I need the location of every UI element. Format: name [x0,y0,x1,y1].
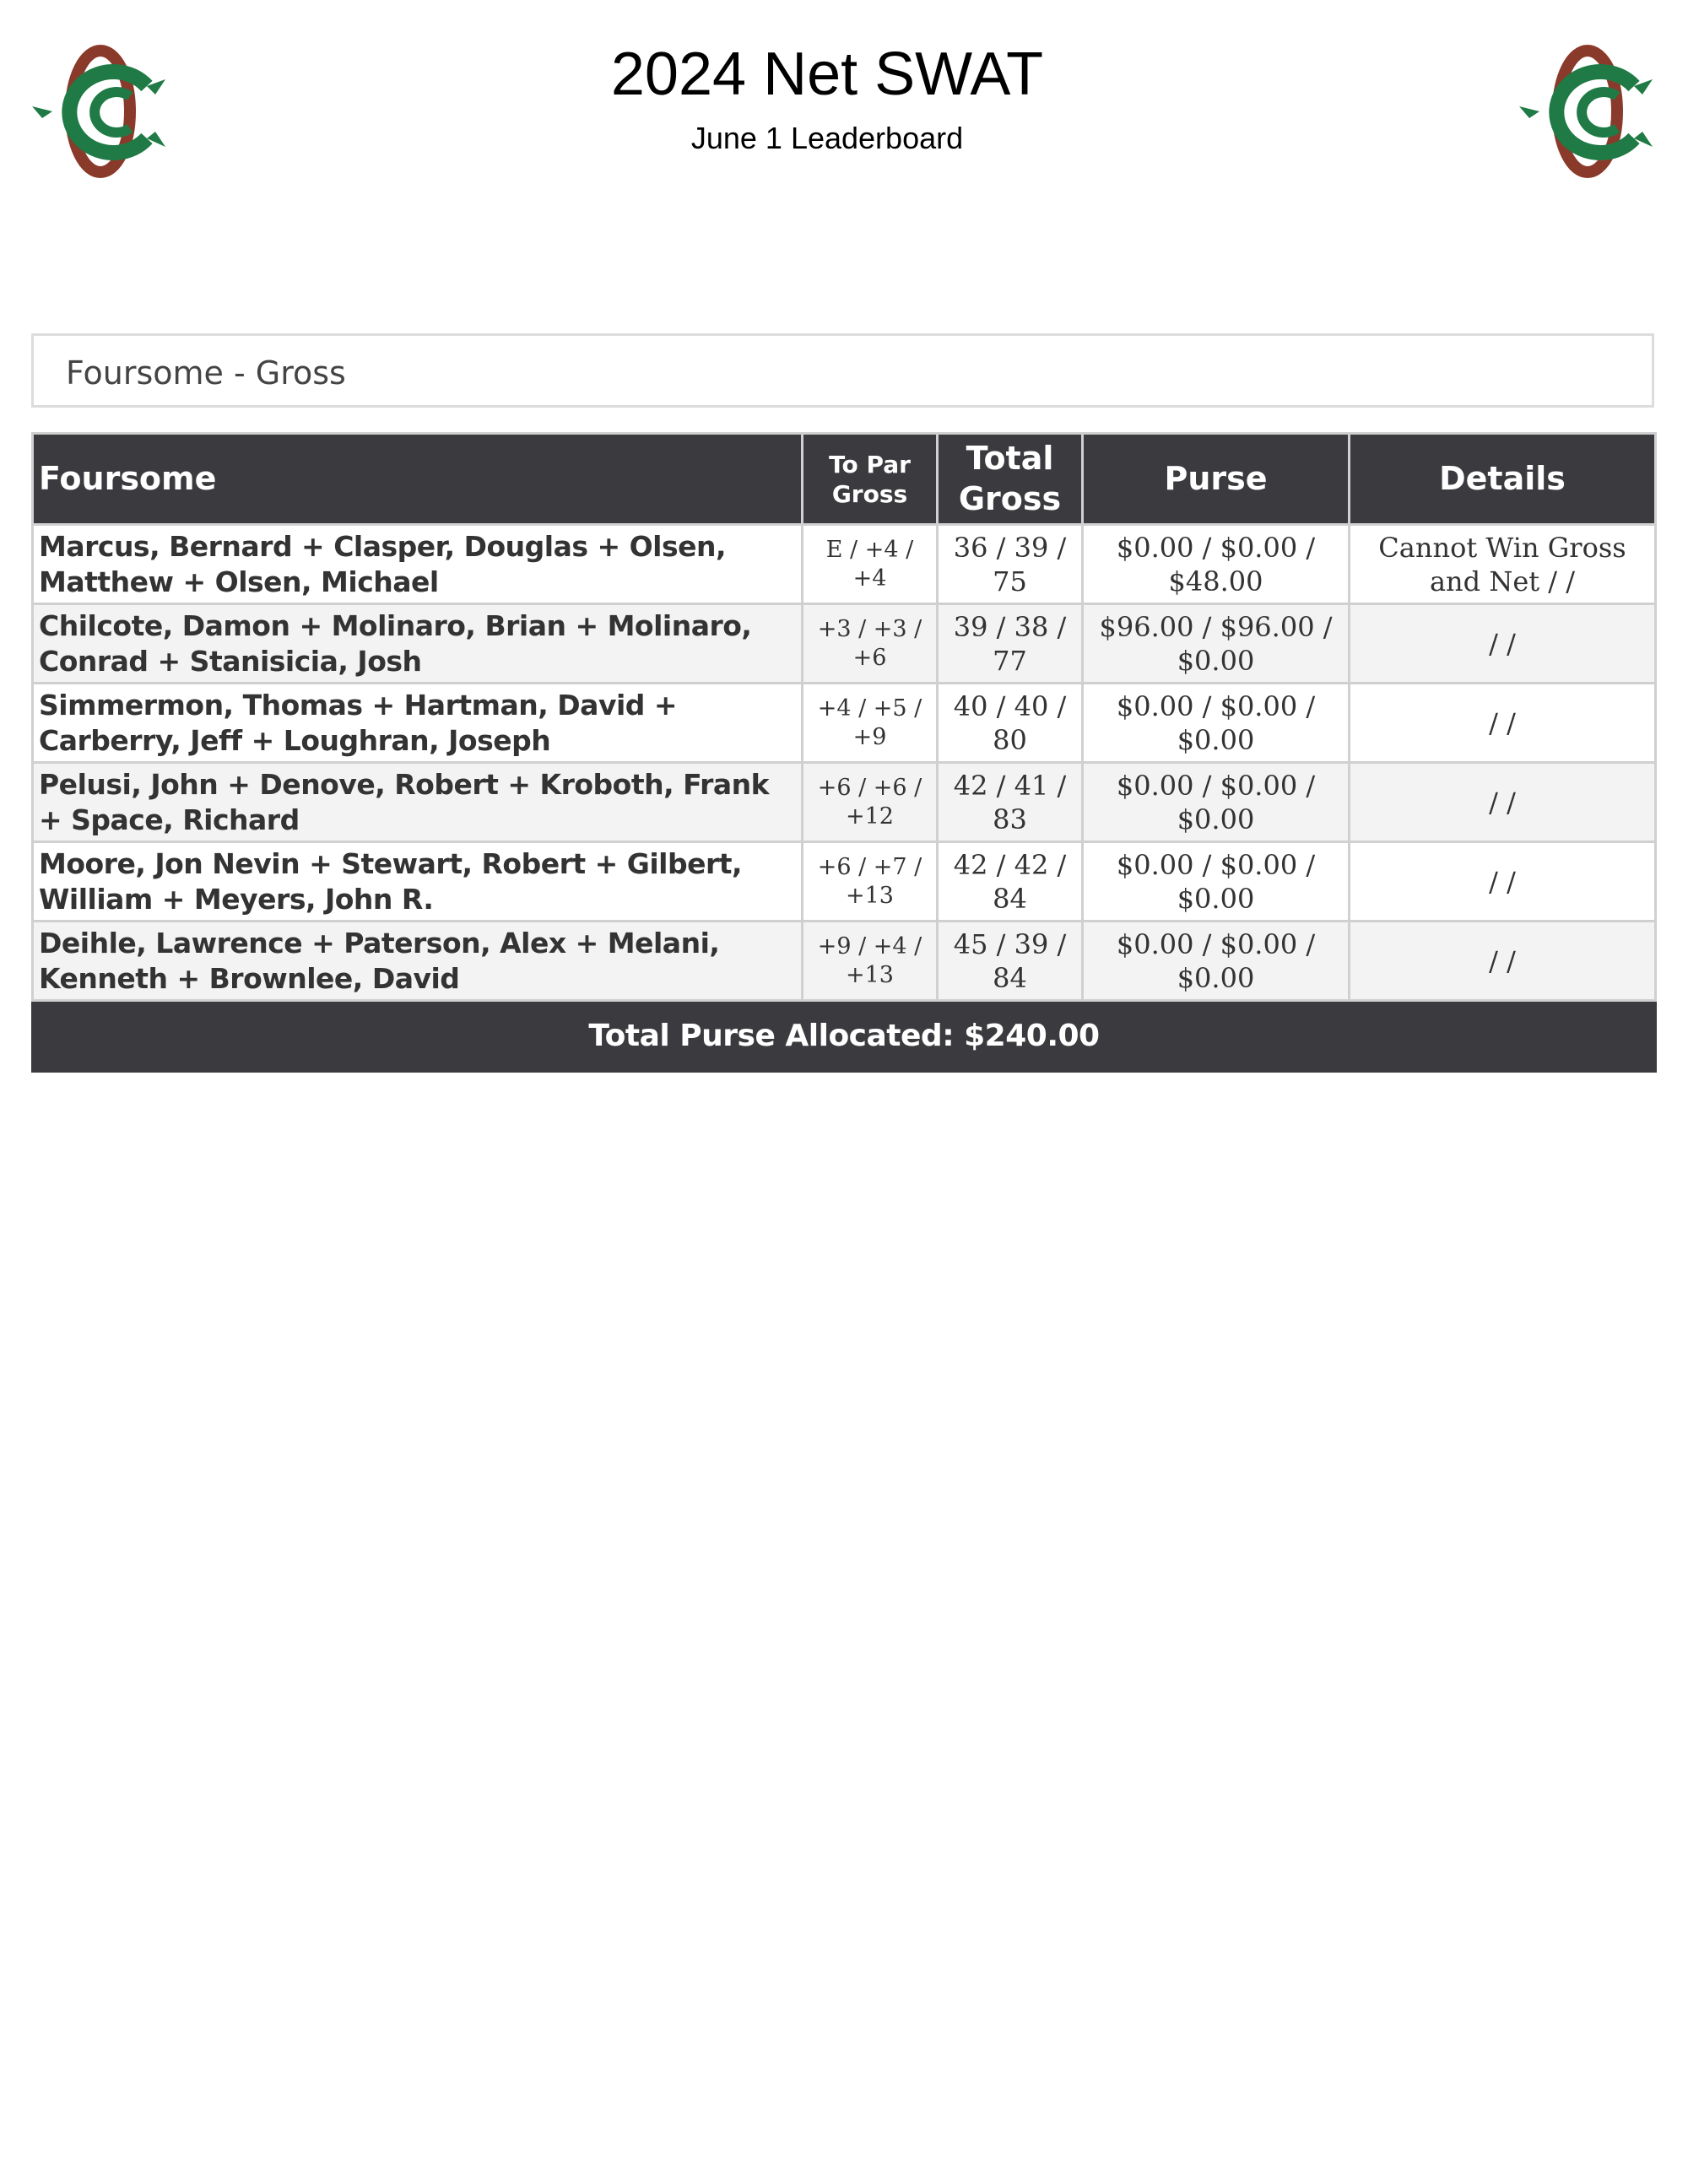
total-gross-cell: 42 / 42 / 84 [938,842,1083,922]
details-cell: / / [1350,684,1656,763]
column-header-total-gross: Total Gross [938,434,1083,525]
purse-cell: $0.00 / $0.00 / $48.00 [1083,525,1350,604]
total-purse-text: Total Purse Allocated: $240.00 [588,1019,1100,1053]
foursome-cell: Chilcote, Damon + Molinaro, Brian + Molinaro, Conrad + Stanisicia, Josh [33,604,803,684]
details-cell: / / [1350,842,1656,922]
section-title: Foursome - Gross [66,354,346,392]
details-cell: / / [1350,604,1656,684]
total-gross-cell: 36 / 39 / 75 [938,525,1083,604]
table-footer-row [33,1001,1656,1072]
column-header-foursome: Foursome [33,434,803,525]
total-gross-cell: 39 / 38 / 77 [938,604,1083,684]
leaderboard-table [31,432,1657,1073]
to-par-cell: +9 / +4 / +13 [803,922,938,1001]
page-subtitle: June 1 Leaderboard [690,121,964,155]
foursome-cell: Moore, Jon Nevin + Stewart, Robert + Gilbert, William + Meyers, John R. [33,842,803,922]
section-header [31,333,1654,408]
purse-cell: $0.00 / $0.00 / $0.00 [1083,763,1350,842]
to-par-cell: +3 / +3 / +6 [803,604,938,684]
purse-cell: $0.00 / $0.00 / $0.00 [1083,684,1350,763]
purse-cell: $96.00 / $96.00 / $0.00 [1083,604,1350,684]
total-gross-cell: 42 / 41 / 83 [938,763,1083,842]
purse-cell: $0.00 / $0.00 / $0.00 [1083,922,1350,1001]
table-row [33,604,1656,684]
foursome-cell: Pelusi, John + Denove, Robert + Kroboth, Frank + Space, Richard [33,763,803,842]
foursome-cell: Deihle, Lawrence + Paterson, Alex + Melani, Kenneth + Brownlee, David [33,922,803,1001]
to-par-cell: +4 / +5 / +9 [803,684,938,763]
total-purse-footer [33,1001,1656,1072]
table-row [33,763,1656,842]
column-header-details: Details [1350,434,1656,525]
details-cell: / / [1350,922,1656,1001]
table-row [33,525,1656,604]
foursome-cell: Marcus, Bernard + Clasper, Douglas + Olsen, Matthew + Olsen, Michael [33,525,803,604]
to-par-cell: +6 / +7 / +13 [803,842,938,922]
total-gross-cell: 45 / 39 / 84 [938,922,1083,1001]
to-par-cell: +6 / +6 / +12 [803,763,938,842]
table-row [33,922,1656,1001]
column-header-purse: Purse [1083,434,1350,525]
column-header-to-par-gross: To Par Gross [803,434,938,525]
table-row [33,684,1656,763]
table-header-row [33,434,1656,525]
details-cell: / / [1350,763,1656,842]
table-row [33,842,1656,922]
details-cell: Cannot Win Gross and Net / / [1350,525,1656,604]
to-par-cell: E / +4 / +4 [803,525,938,604]
page-title: 2024 Net SWAT [610,41,1044,108]
purse-cell: $0.00 / $0.00 / $0.00 [1083,842,1350,922]
total-gross-cell: 40 / 40 / 80 [938,684,1083,763]
foursome-cell: Simmermon, Thomas + Hartman, David + Carberry, Jeff + Loughran, Joseph [33,684,803,763]
